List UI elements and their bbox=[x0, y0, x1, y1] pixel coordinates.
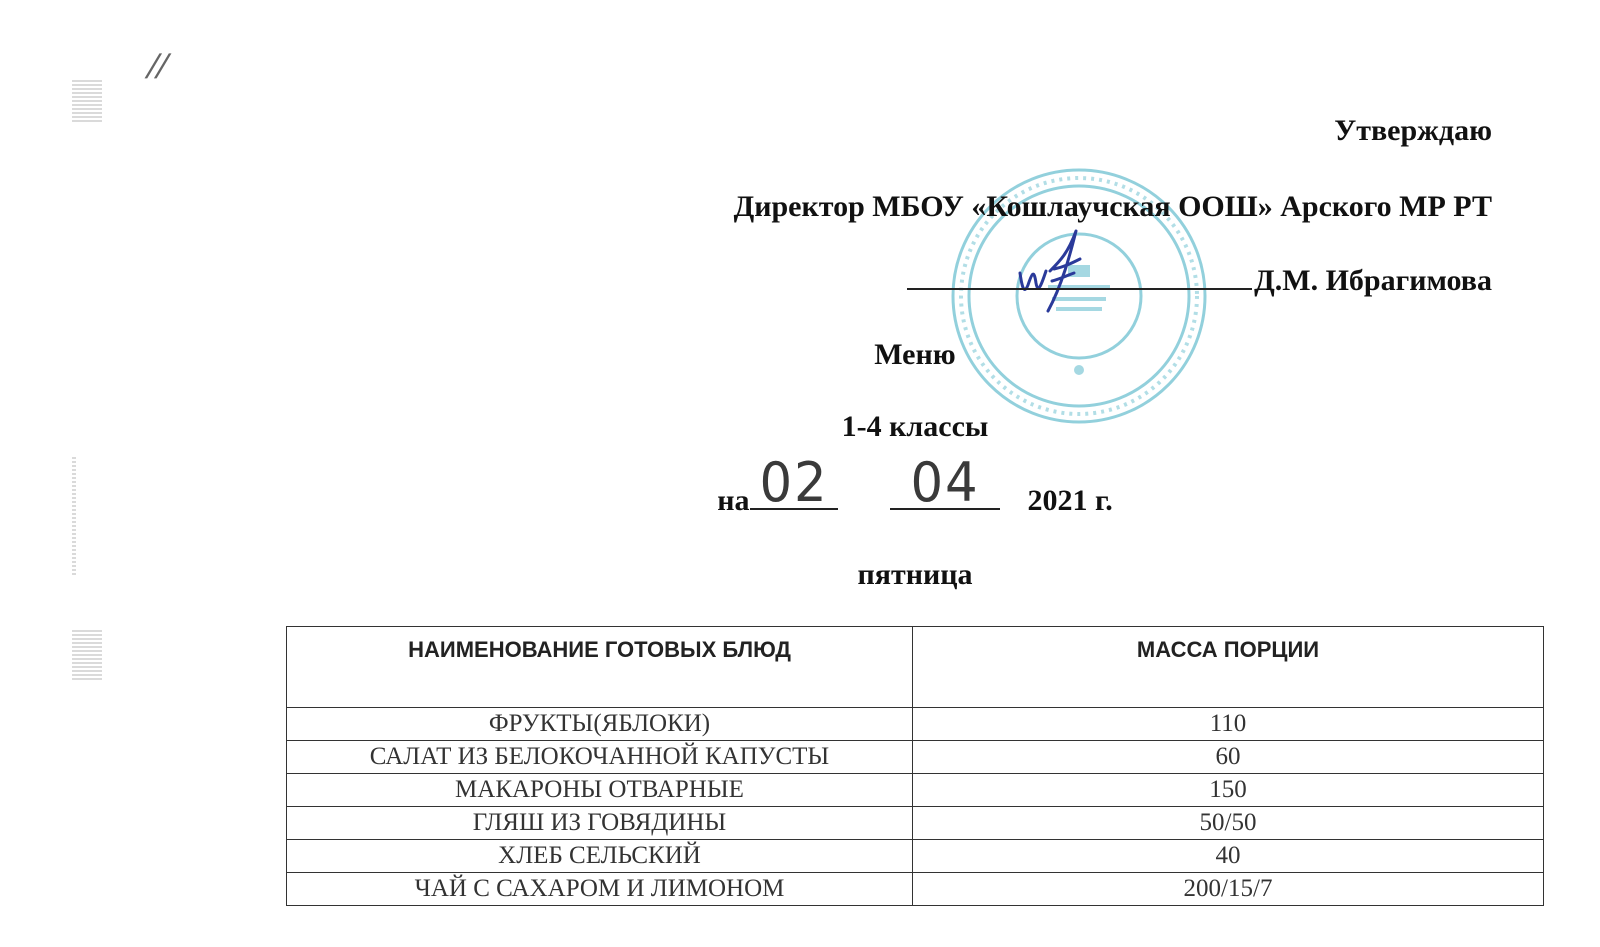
day-blank bbox=[750, 451, 838, 514]
page-title: Меню bbox=[874, 338, 956, 371]
menu-table bbox=[286, 626, 1544, 906]
table-header-row bbox=[287, 627, 1544, 708]
dish-name: МАКАРОНЫ ОТВАРНЫЕ bbox=[287, 774, 913, 807]
signature-blank bbox=[907, 262, 1252, 290]
signature-line bbox=[907, 262, 1492, 298]
table-row bbox=[287, 873, 1544, 906]
grade-label: 1-4 классы bbox=[841, 410, 989, 443]
portion-mass: 60 bbox=[913, 741, 1544, 774]
portion-mass: 50/50 bbox=[913, 807, 1544, 840]
dish-name: ФРУКТЫ(ЯБЛОКИ) bbox=[287, 708, 913, 741]
table-row bbox=[287, 708, 1544, 741]
column-header-dish: НАИМЕНОВАНИЕ ГОТОВЫХ БЛЮД bbox=[287, 627, 913, 708]
weekday-label: пятница bbox=[857, 558, 973, 591]
table-row bbox=[287, 741, 1544, 774]
dish-name: ХЛЕБ СЕЛЬСКИЙ bbox=[287, 840, 913, 873]
date-line bbox=[0, 451, 1600, 518]
table-row bbox=[287, 807, 1544, 840]
scan-artifact bbox=[72, 628, 102, 680]
portion-mass: 150 bbox=[913, 774, 1544, 807]
portion-mass: 200/15/7 bbox=[913, 873, 1544, 906]
portion-mass: 40 bbox=[913, 840, 1544, 873]
table-row bbox=[287, 774, 1544, 807]
month-handwritten: 04 bbox=[909, 451, 980, 514]
table-row bbox=[287, 840, 1544, 873]
column-header-portion: МАССА ПОРЦИИ bbox=[913, 627, 1544, 708]
scan-artifact bbox=[72, 80, 102, 122]
year-label: 2021 г. bbox=[1027, 484, 1113, 517]
corner-mark: // bbox=[141, 48, 174, 86]
month-blank bbox=[890, 451, 1000, 514]
day-handwritten: 02 bbox=[758, 451, 829, 514]
signatory-name: Д.М. Ибрагимова bbox=[1254, 264, 1492, 297]
dish-name: ЧАЙ С САХАРОМ И ЛИМОНОМ bbox=[287, 873, 913, 906]
approve-label: Утверждаю bbox=[1334, 114, 1492, 147]
director-line: Директор МБОУ «Кошлаучская ООШ» Арского МР РТ bbox=[733, 190, 1492, 223]
date-prefix: на bbox=[717, 484, 750, 517]
portion-mass: 110 bbox=[913, 708, 1544, 741]
dish-name: САЛАТ ИЗ БЕЛОКОЧАННОЙ КАПУСТЫ bbox=[287, 741, 913, 774]
dish-name: ГЛЯШ ИЗ ГОВЯДИНЫ bbox=[287, 807, 913, 840]
